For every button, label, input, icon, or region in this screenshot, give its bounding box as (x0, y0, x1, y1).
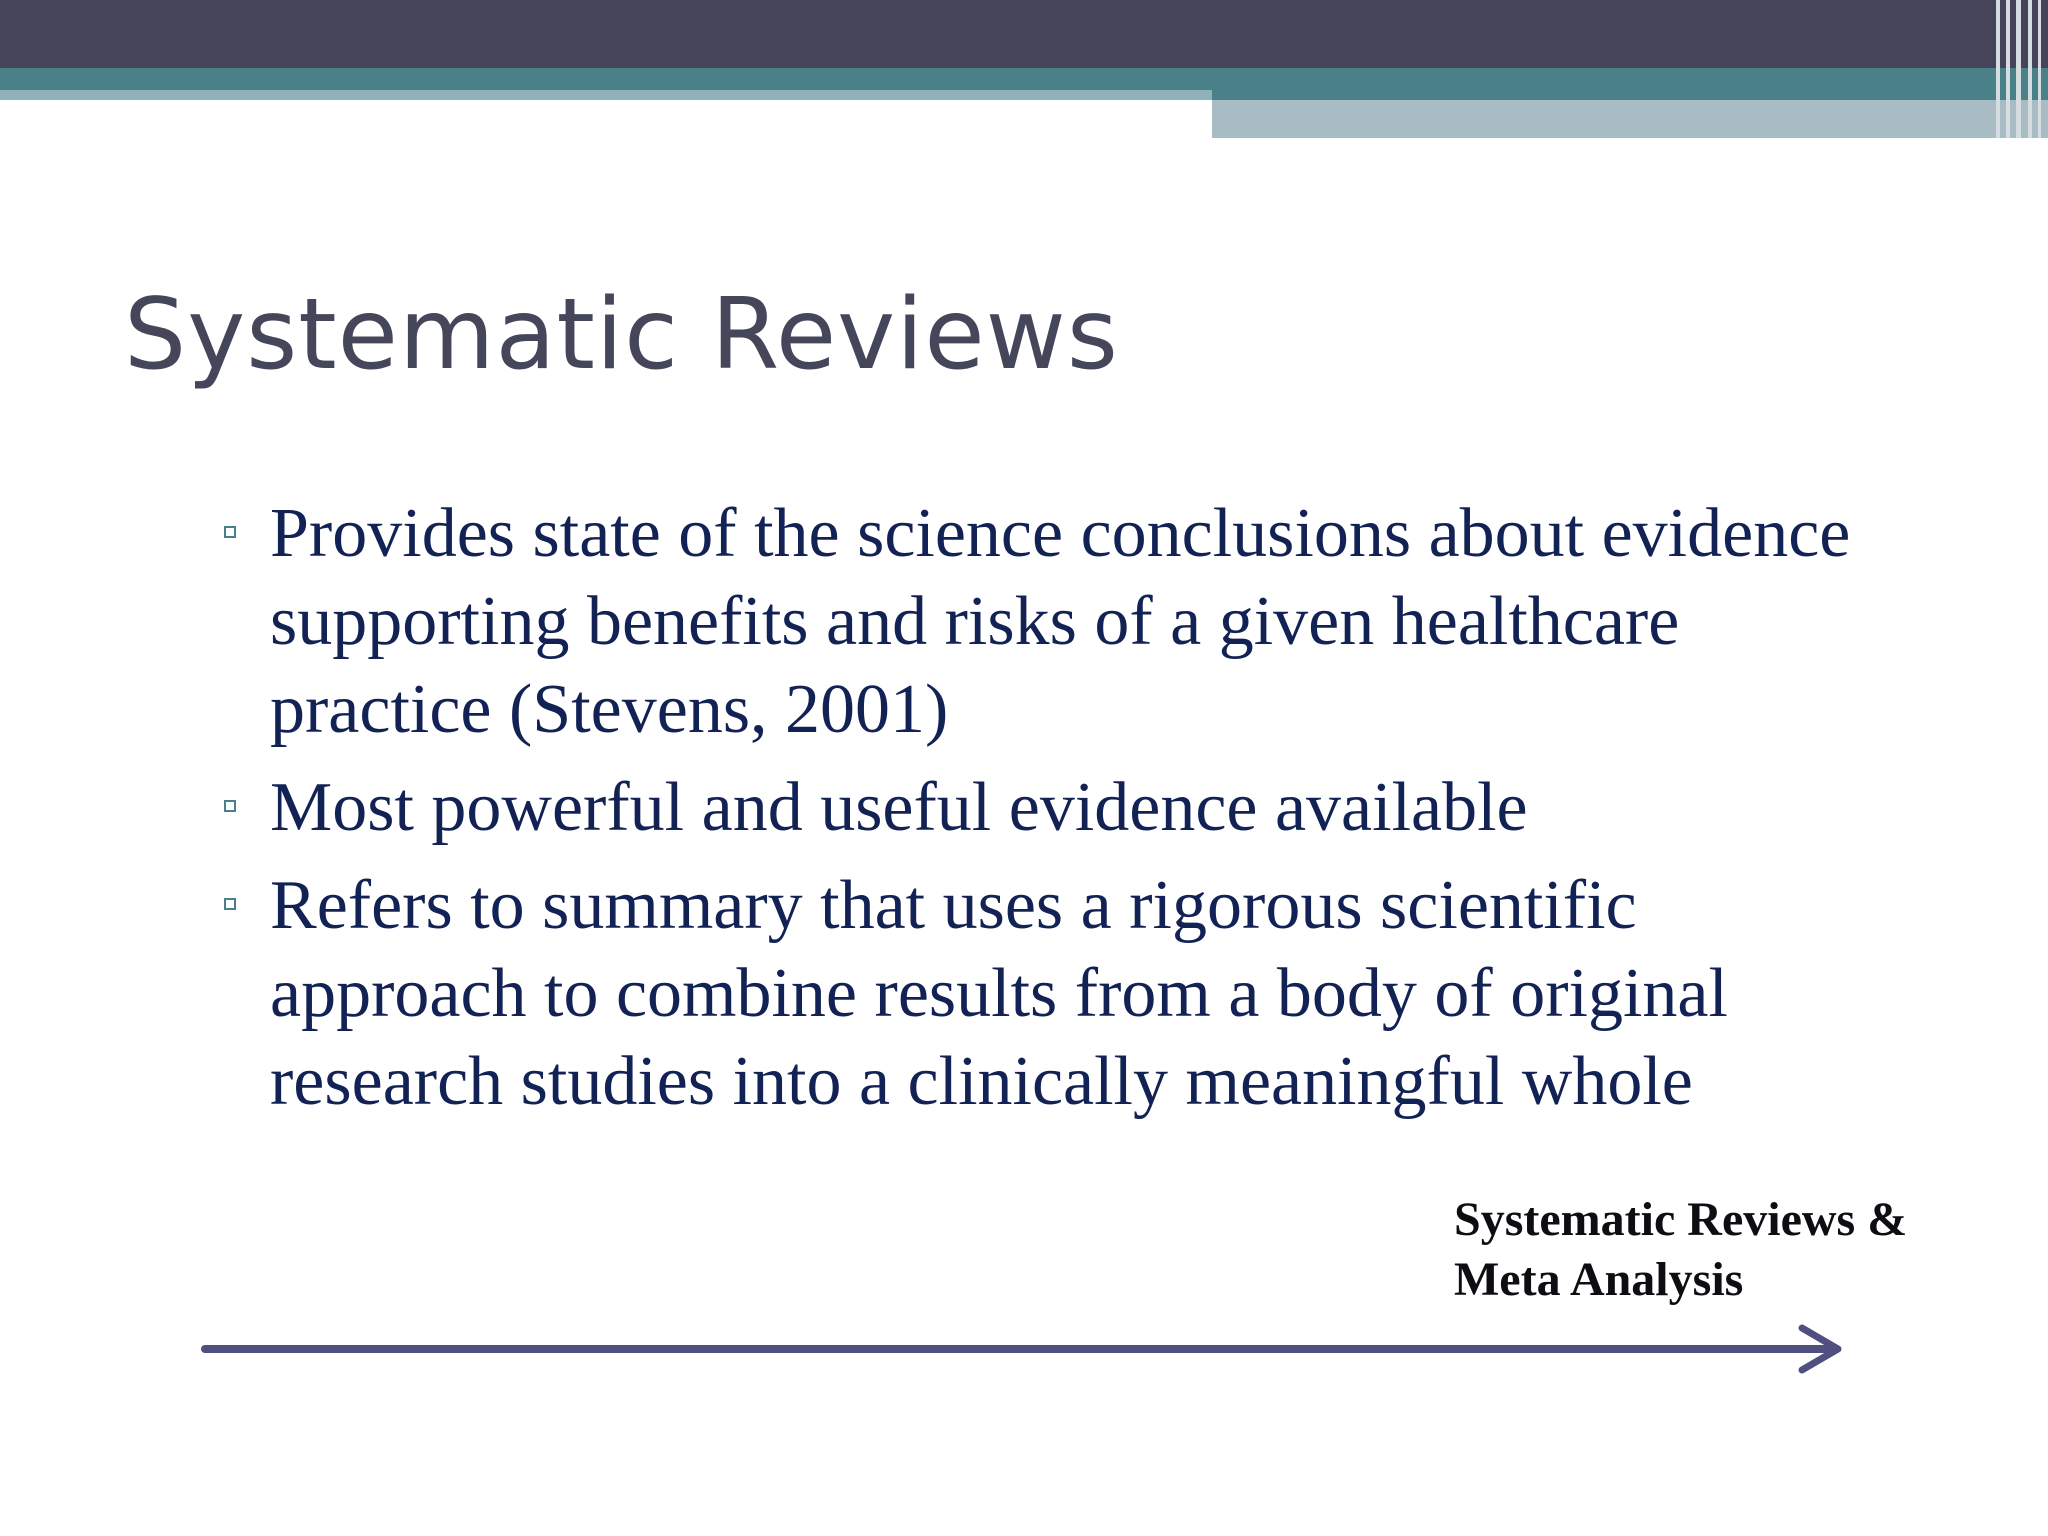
bullet-text: Provides state of the science conclusions about evidence supporting benefits and risks of a given healthcare practice (Stevens, 2001) (270, 495, 1851, 748)
side-label-line-1: Systematic Reviews & (1454, 1193, 1908, 1246)
bullet-text: Refers to summary that uses a rigorous scientific approach to combine results from a body of original research studies into a clinically meaningful whole (270, 867, 1728, 1120)
header-band-teal-ext (1212, 90, 2048, 100)
bullet-item (218, 490, 1878, 754)
header-band-teal-light (0, 90, 1212, 100)
square-bullet-icon (224, 898, 236, 910)
header-edge-stripes (1990, 0, 2048, 138)
edge-stripe (2016, 0, 2021, 138)
bullet-text: Most powerful and useful evidence available (270, 769, 1528, 846)
bullet-item (218, 862, 1878, 1126)
side-label-line-2: Meta Analysis (1454, 1253, 1744, 1306)
right-arrow-icon (200, 1320, 1850, 1380)
edge-stripe (2006, 0, 2010, 138)
square-bullet-icon (224, 526, 236, 538)
slide-title: Systematic Reviews (124, 278, 1119, 392)
header-band-teal (0, 68, 2048, 90)
edge-stripe (2028, 0, 2032, 138)
edge-stripe (2038, 0, 2041, 138)
edge-stripe (1996, 0, 2000, 138)
square-bullet-icon (224, 800, 236, 812)
header-band-gray (1212, 100, 2048, 138)
side-label (1454, 1190, 1907, 1310)
header-band-dark (0, 0, 2048, 68)
bullet-list (218, 490, 1878, 1136)
bullet-item (218, 764, 1878, 852)
